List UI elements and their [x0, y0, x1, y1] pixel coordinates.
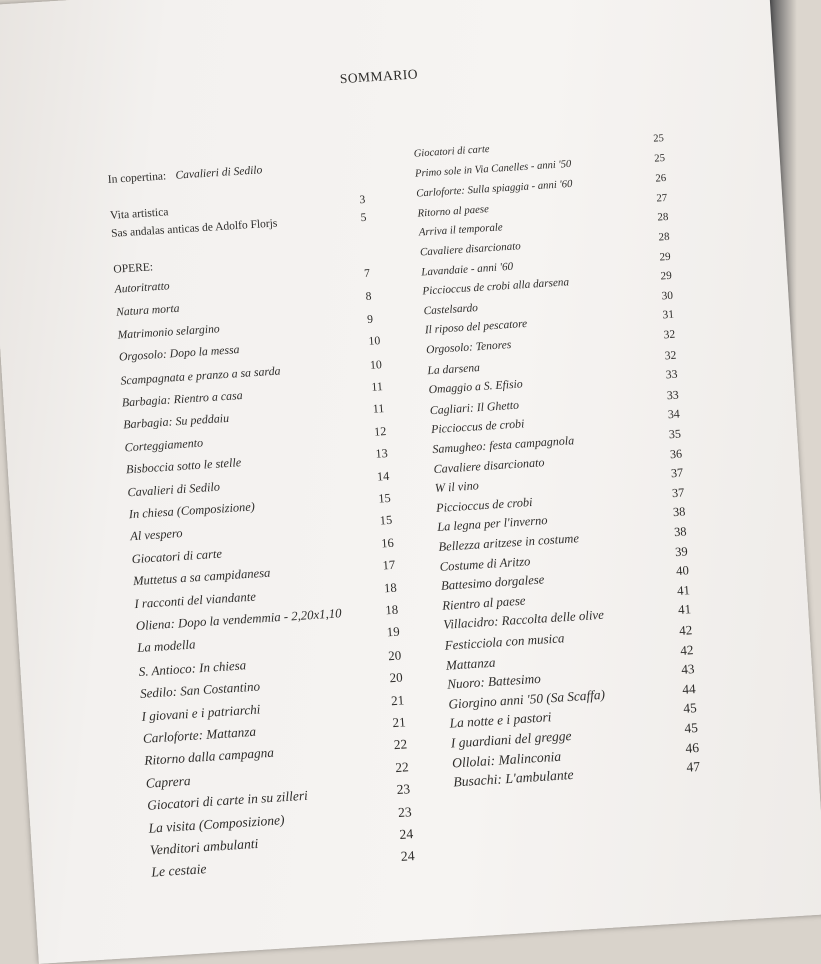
entry-title: Castelsardo: [423, 301, 479, 318]
entry-title: In chiesa (Composizione): [128, 499, 256, 522]
entry-title: Ritorno dalla campagna: [143, 745, 275, 769]
entry-title: Piccioccus de crobi: [430, 416, 525, 437]
entry-title: La notte e i pastori: [449, 709, 552, 731]
entry-page-number: 17: [382, 557, 396, 573]
entry-title: Le cestaie: [150, 861, 207, 880]
entry-page-number: 33: [665, 367, 678, 382]
entry-title: Autoritratto: [114, 280, 170, 296]
entry-title: Cavaliere disarcionato: [433, 454, 545, 476]
entry-page-number: 36: [669, 446, 683, 461]
entry-title: Nuoro: Battesimo: [446, 670, 542, 692]
entry-page-number: 46: [684, 739, 700, 756]
entry-page-number: 20: [387, 647, 402, 664]
entry-page-number: 35: [668, 426, 682, 442]
entry-page-number: 41: [676, 583, 691, 598]
entry-page-number: 20: [389, 669, 404, 686]
entry-title: Bisboccia sotto le stelle: [125, 455, 242, 477]
entry-title: Corteggiamento: [124, 435, 204, 455]
entry-page-number: 45: [683, 720, 699, 736]
toc-entry-left: [114, 266, 393, 296]
entry-page-number: 23: [397, 803, 413, 820]
toc-entry-right: [413, 132, 682, 160]
entry-page-number: 21: [390, 692, 405, 708]
entry-page-number: 47: [685, 759, 701, 775]
page-title: SOMMARIO: [339, 66, 419, 87]
entry-page-number: 34: [667, 406, 681, 422]
entry-page-number: 5: [360, 211, 367, 225]
entry-title: Caprera: [145, 772, 191, 791]
entry-page-number: 42: [679, 641, 694, 658]
entry-title: Cavaliere disarcionato: [419, 240, 522, 259]
entry-page-number: 26: [655, 172, 667, 185]
entry-page-number: 22: [393, 736, 408, 753]
entry-title: Bellezza aritzese in costume: [438, 531, 580, 554]
entry-title: S. Antioco: In chiesa: [138, 657, 247, 679]
entry-page-number: 24: [399, 826, 414, 842]
entry-page-number: 25: [653, 132, 665, 145]
entry-page-number: 19: [386, 624, 401, 640]
entry-title: Busachi: L'ambulante: [452, 767, 574, 790]
entry-title: I giovani e i patriarchi: [141, 701, 261, 724]
entry-page-number: 30: [661, 289, 674, 303]
entry-title: Giocatori di carte in su zilleri: [146, 787, 309, 813]
entry-page-number: 9: [366, 312, 374, 326]
entry-title: Orgosolo: Dopo la messa: [118, 343, 240, 364]
entry-title: Il riposo del pescatore: [424, 318, 528, 337]
entry-title: I racconti del viandante: [134, 589, 257, 611]
entry-title: Scampagnata e pranzo a sa sarda: [119, 363, 281, 388]
entry-title-italic: Cavalieri di Sedilo: [175, 164, 263, 182]
entry-title: Giocatori di carte: [413, 143, 490, 160]
entry-title: Mattanza: [445, 654, 496, 673]
entry-page-number: 40: [675, 563, 690, 579]
entry-title: Carloforte: Mattanza: [142, 723, 257, 746]
entry-title: Samugheo: festa campagnola: [431, 433, 575, 457]
entry-page-number: 11: [370, 379, 384, 394]
entry-title: La darsena: [427, 360, 481, 377]
entry-page-number: 16: [380, 535, 395, 551]
entry-title: Ritorno al paese: [417, 202, 490, 220]
entry-title: Giorgino anni '50 (Sa Scaffa): [447, 686, 606, 712]
entry-title: Lavandaie - anni '60: [420, 260, 514, 279]
entry-title: Arriva il temporale: [418, 221, 504, 239]
entry-title: Rientro al paese: [441, 593, 526, 613]
entry-page-number: 27: [656, 191, 668, 205]
entry-title: I guardiani del gregge: [450, 727, 572, 751]
entry-title: In copertina:: [107, 170, 167, 186]
entry-title: Sas andalas anticas de Adolfo Florjs: [110, 217, 278, 240]
entry-title: Festicciola con musica: [444, 630, 565, 653]
entry-page-number: 29: [659, 250, 672, 264]
entry-page-number: 10: [369, 356, 383, 372]
intro-entry: [109, 192, 389, 222]
entry-page-number: 13: [375, 446, 389, 461]
entry-page-number: 41: [677, 602, 692, 618]
entry-title: Vita artistica: [109, 206, 169, 222]
entry-page-number: 37: [671, 485, 685, 500]
entry-title: Giocatori di carte: [131, 546, 223, 567]
entry-page-number: 23: [396, 781, 411, 798]
entry-page-number: 12: [373, 423, 387, 439]
entry-page-number: 10: [368, 334, 381, 349]
entry-page-number: 18: [384, 602, 399, 618]
entry-page-number: 45: [682, 700, 698, 717]
entry-page-number: 44: [681, 680, 697, 697]
entry-page-number: 33: [666, 387, 680, 403]
entry-page-number: 38: [673, 524, 687, 540]
entry-title: La modella: [136, 637, 196, 656]
entry-title: Orgosolo: Tenores: [425, 338, 512, 357]
entry-page-number: 22: [394, 759, 410, 775]
entry-title: Barbagia: Su peddaiu: [122, 411, 230, 432]
entry-page-number: 28: [658, 230, 670, 244]
entry-title: Sedilo: San Costantino: [139, 678, 261, 702]
entry-page-number: 25: [654, 152, 666, 165]
entry-page-number: 29: [660, 269, 673, 283]
entry-title: La legna per l'inverno: [436, 513, 548, 535]
entry-title: Omaggio a S. Efisio: [428, 377, 524, 397]
entry-page-number: 38: [672, 504, 686, 520]
entry-page-number: 7: [363, 267, 371, 281]
entry-title: Primo sole in Via Canelles - anni '50: [414, 158, 572, 180]
entry-title: Piccioccus de crobi: [435, 494, 533, 515]
entry-page-number: 15: [379, 513, 393, 528]
entry-page-number: 15: [377, 490, 392, 506]
entry-title: Villacidro: Raccolta delle olive: [443, 608, 605, 633]
entry-title: Barbagia: Rientro a casa: [121, 387, 243, 410]
entry-page-number: 32: [664, 348, 677, 362]
entry-title: Carloforte: Sulla spiaggia - anni '60: [415, 178, 573, 200]
entry-title: Venditori ambulanti: [149, 835, 259, 858]
entry-page-number: 24: [400, 848, 416, 865]
entry-page-number: 32: [663, 328, 676, 342]
entry-page-number: 21: [392, 714, 407, 731]
entry-page-number: 31: [662, 309, 675, 322]
entry-page-number: 11: [372, 401, 385, 417]
entry-page-number: 3: [359, 193, 366, 207]
entry-title: Oliena: Dopo la vendemmia - 2,20x1,10: [135, 606, 342, 634]
entry-title: W il vino: [434, 478, 480, 496]
entry-title: Costume di Aritzo: [439, 553, 531, 574]
entry-page-number: 37: [670, 465, 684, 481]
entry-title: La visita (Composizione): [148, 811, 285, 836]
entry-page-number: 39: [674, 543, 689, 559]
entry-title: Cavalieri di Sedilo: [127, 479, 221, 499]
entry-title: Cagliari: Il Ghetto: [429, 397, 520, 417]
entry-page-number: 8: [365, 290, 372, 304]
entry-title: Muttetus a sa campidanesa: [132, 565, 271, 589]
entry-page-number: 18: [383, 580, 398, 596]
entry-title: Matrimonio selargino: [117, 322, 221, 342]
entry-page-number: 42: [678, 622, 693, 638]
entry-title: Piccioccus de crobi alla darsena: [422, 276, 570, 298]
entry-page-number: 43: [680, 661, 695, 678]
entry-title: Al vespero: [129, 526, 183, 544]
entry-page-number: 28: [657, 211, 669, 224]
entry-title: Ollolai: Malinconia: [451, 748, 562, 771]
section-heading: OPERE:: [113, 261, 154, 276]
entry-page-number: 14: [376, 468, 390, 484]
entry-title: Natura morta: [115, 302, 180, 320]
entry-title: Battesimo dorgalese: [440, 572, 545, 594]
intro-entry: [107, 156, 386, 186]
